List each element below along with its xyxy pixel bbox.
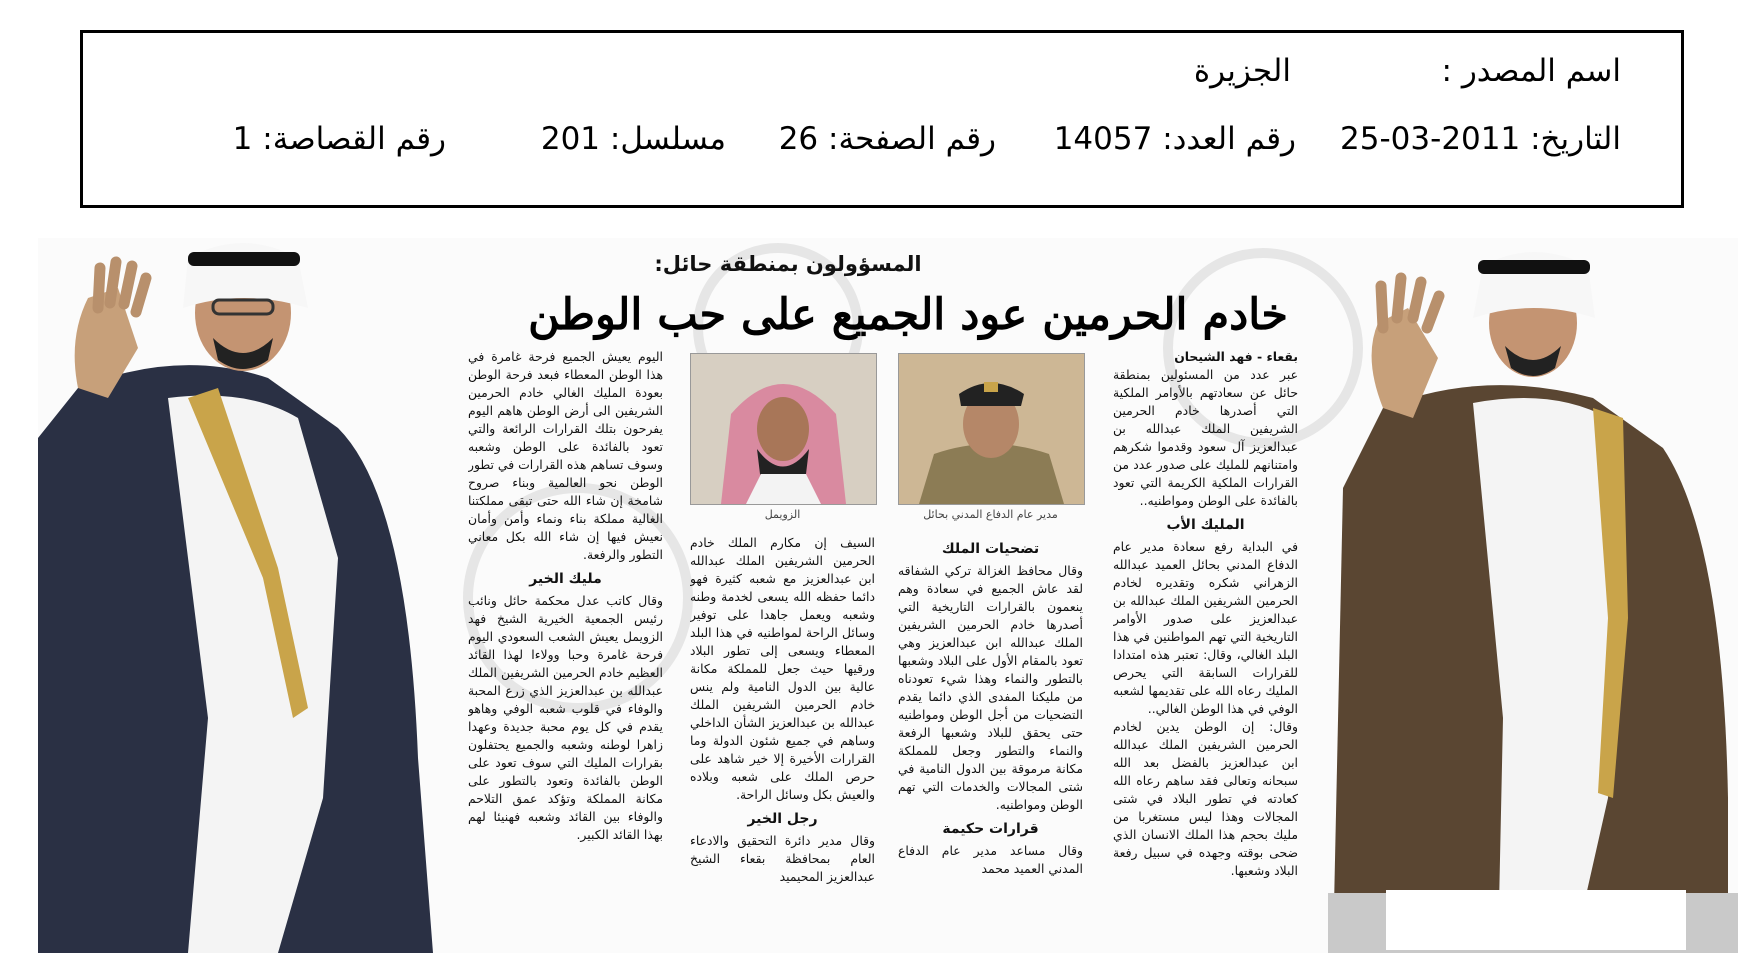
byline: بقعاء - فهد الشيحان — [1174, 349, 1298, 364]
source-label: اسم المصدر : — [1441, 53, 1621, 89]
zuwaymil-photo-caption: الزويمل — [764, 508, 801, 521]
sheikh-portrait — [691, 354, 876, 504]
serial-value: 201 — [540, 121, 601, 157]
issue-field — [1054, 121, 1296, 157]
civil-defense-director-photo — [898, 353, 1085, 505]
article-column-4 — [468, 348, 663, 948]
serial-label: مسلسل: — [609, 121, 726, 157]
issue-value: 14057 — [1053, 121, 1153, 157]
clip-field — [233, 121, 446, 157]
date-label: التاريخ: — [1530, 121, 1621, 157]
col4-subheading-1: مليك الخير — [529, 571, 602, 587]
article-column-1 — [1113, 348, 1298, 948]
date-field — [1340, 121, 1621, 157]
article-headline: خادم الحرمين عود الجميع على حب الوطن — [528, 290, 1288, 340]
article-column-2 — [898, 534, 1083, 949]
col2-paragraph-1: وقال محافظ الغزالة تركي الشفاقه لقد عاش الجميع في سعادة وهم ينعمون بالقرارات التاريخية التي أصدرها خادم الحرمين الشريفين الملك عبدالله ابن عبدالعزيز وهي تعود بالمقام الأول على البلاد وشعبها بالتطور والنماء وهذا شيء تعودناه من مليكنا المفدى الذي دائما يقدم التضحيات من أجل الوطن ومواطنيه حتى يحقق للبلاد وشعبها الرفعة والنماء والتطور وجعل للمملكة مكانة مرموقة بين الدول النامية في شتى المجالات والخدمات التي تهم الوطن ومواطنيه. — [898, 563, 1083, 812]
col3-paragraph-2: وقال مدير دائرة التحقيق والادعاء العام بمحافظة بقعاء الشيخ عبدالعزيز المحيميد — [690, 833, 875, 884]
source-info-box — [80, 30, 1684, 208]
source-value: الجزيرة — [1193, 53, 1291, 89]
officer-portrait — [899, 354, 1084, 504]
serial-field — [541, 121, 726, 157]
clip-label: رقم القصاصة: — [262, 121, 446, 157]
col3-subheading-1: رجل الخير — [747, 811, 818, 827]
redaction-box — [1386, 890, 1686, 950]
col2-paragraph-2: وقال مساعد مدير عام الدفاع المدني العميد محمد — [898, 843, 1083, 876]
col2-subheading-1: تضحيات الملك — [941, 541, 1040, 557]
col2-subheading-2: قرارات حكيمة — [942, 821, 1039, 837]
clip-value: 1 — [232, 121, 253, 157]
col1-paragraph-2: في البداية رفع سعادة مدير عام الدفاع المدني بحائل العميد عبدالله الزهراني شكره وتقديره لخادم الحرمين الشريفين الملك عبدالله بن عبدالعزيز على صدور الأوامر التاريخية التي تهم المواطنين في هذا البلد الغالي، وقال: تعتبر هذه امتدادا للقرارات السابقة التي يحرص المليك رعاه الله على تقديمها لشعبه الوفي في هذا الوطن الغالي.. — [1113, 539, 1298, 716]
issue-label: رقم العدد: — [1162, 121, 1296, 157]
king-photo-left — [38, 238, 438, 953]
col4-paragraph-1: اليوم يعيش الجميع فرحة غامرة في هذا الوطن المعطاء فبعد فرحة الوطن بعودة المليك الغالي خادم الحرمين الشريفين الى أرض الوطن هاهم اليوم يفرحون بتلك القرارات الرائعة والتي تعود بالفائدة على الوطن وشعبه وسوف تساهم هذه القرارات في تطور الوطن نحو العالمية وبناء صروح شامخة إن شاء الله حتى تبقى مملكتنا الغالية مملكة بناء ونماء وأمن وأمان نعيش فيها إن شاء الله بكل معاني التطور والرفعة. — [468, 349, 663, 562]
col3-paragraph-1: السيف إن مكارم الملك خادم الحرمين الشريفين الملك عبدالله ابن عبدالعزيز مع شعبه كثيرة فهو دائما حفظه الله يسعى لخدمة وطنه وشعبه ويعمل جاهدا على توفير وسائل الراحة لمواطنيه في هذا البلد المعطاء ويسعى إلى تطور البلاد ورقيها حيث جعل للمملكة مكانة عالية بين الدول النامية ولم ينس خادم الحرمين الشريفين الملك عبدالله بن عبدالعزيز الشأن الداخلي وساهم في جميع شئون الدولة وما القرارات الأخيرة إلا خير شاهد على حرص الملك على شعبه وبلاده والعيش بكل وسائل الراحة. — [690, 535, 875, 802]
col4-paragraph-2: وقال كاتب عدل محكمة حائل ونائب رئيس الجمعية الخيرية الشيخ فهد الزويمل يعيش الشعب السعودي اليوم فرحة غامرة وحبا وولاءا لهذا القائد العظيم خادم الحرمين الشريفين الملك عبدالله بن عبدالعزيز الذي زرع المحبة والوفاء في قلوب شعبه الوفي وهاهو يقدم في كل يوم محبة جديدة وعهدا زاهرا لوطنه وشعبه والجميع يحتفلون بقرارات المليك التي سوف تعود على الوطن بالفائدة وتعود بالتطور على مكانة المملكة وتؤكد عمق التلاحم والوفاء بين القائد وشعبه فهنيئا لهم بهذا القائد الكبير. — [468, 593, 663, 842]
article-kicker: المسؤولون بمنطقة حائل: — [654, 252, 922, 276]
zuwaymil-photo — [690, 353, 877, 505]
col1-paragraph-3: وقال: إن الوطن يدين لخادم الحرمين الشريفين الملك عبدالله ابن عبدالعزيز بالفضل بعد الله سبحانه وتعالى فقد ساهم رعاه الله كعادته في تطور البلاد في شتى المجالات وهذا ليس مستغربا من مليك بحجم هذا الملك الانسان الذي ضحى بوقته وجهده في سبيل رفعة البلاد وشعبها. — [1113, 719, 1298, 878]
page-value: 26 — [778, 121, 819, 157]
col1-paragraph-1: عبر عدد من المسئولين بمنطقة حائل عن سعادتهم بالأوامر الملكية التي أصدرها خادم الحرمين الشريفين الملك عبدالله بن عبدالعزيز آل سعود وقدموا شكرهم وامتنانهم للمليك على صدور عدد من القرارات الملكية الكريمة التي تعود بالفائدة على الوطن ومواطنيه.. — [1113, 367, 1298, 508]
page-field — [779, 121, 996, 157]
article-column-3 — [690, 534, 875, 949]
king-photo-right — [1323, 238, 1738, 953]
newspaper-clipping — [38, 238, 1738, 953]
date-value: 2011-03-25 — [1340, 121, 1521, 157]
civil-defense-photo-caption: مدير عام الدفاع المدني بحائل — [923, 508, 1058, 521]
col1-subheading-1: المليك الأب — [1166, 517, 1245, 533]
page-label: رقم الصفحة: — [828, 121, 996, 157]
